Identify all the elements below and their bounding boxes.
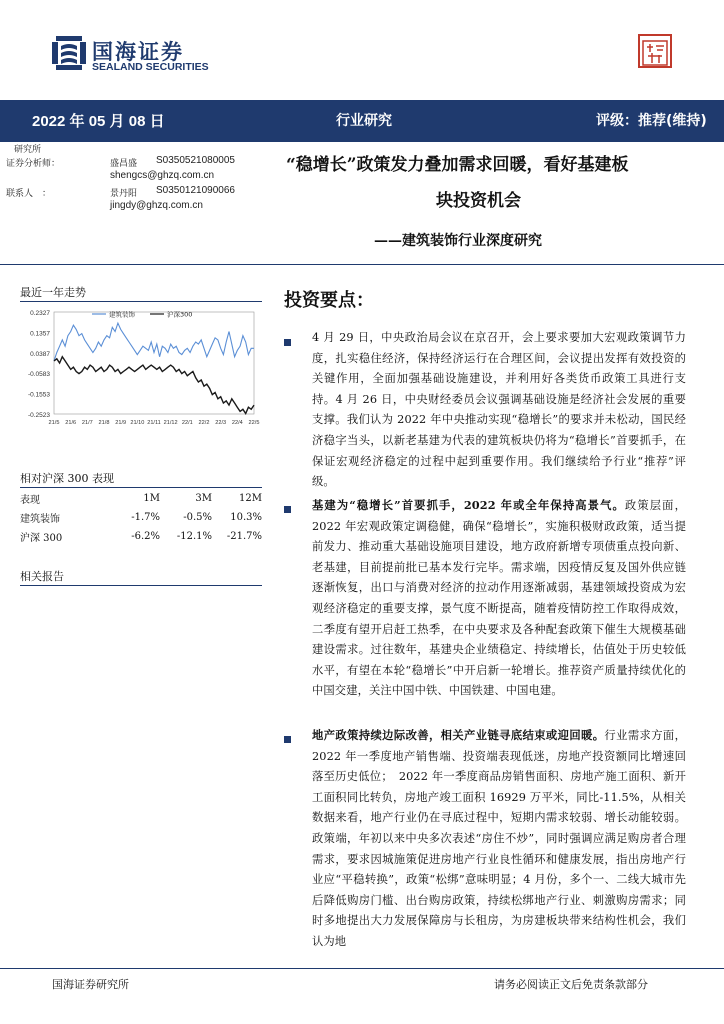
- contact-role: 联系人 ：: [6, 189, 52, 199]
- trend-chart: [18, 306, 264, 432]
- paragraph-2: [312, 495, 686, 702]
- company-logo-icon: [52, 34, 86, 72]
- table-header: 12M: [239, 493, 262, 504]
- table-cell: -6.2%: [131, 531, 160, 542]
- analyst-id: S0350521080005: [156, 155, 235, 166]
- contact-id: S0350121090066: [156, 185, 235, 196]
- bullet-icon: [284, 736, 291, 743]
- perf-table: [20, 489, 262, 546]
- y-tick-label: 0.1357: [30, 330, 50, 338]
- footer-left: 国海证券研究所: [52, 978, 129, 991]
- analyst-name: 盛昌盛: [110, 159, 138, 169]
- paragraph-3: [312, 725, 686, 953]
- report-date: 2022 年 05 月 08 日: [32, 113, 165, 130]
- table-header: 1M: [143, 493, 160, 504]
- dept-label: 研究所: [14, 145, 42, 155]
- company-name-cn: 国海证券: [92, 40, 184, 64]
- perf-divider: [20, 487, 262, 488]
- x-tick-label: 21/6: [65, 420, 77, 426]
- y-tick-label: 0.2327: [30, 310, 50, 317]
- paragraph-text: 政策层面，2022 年宏观政策定调稳健，确保“稳增长”，实施积极财政政策，适当提前发力、推动重大基础设施项目建设，地方政府新增专项债重点投向新、老基建，目前提前批已基本发行完毕。需求端，因疫情反复及国外供应链逐渐恢复，出口与消费对经济的拉动作用逐渐减弱，基建领域投资成为宏观经济稳定的重要支撑，景气度不断提高，随着疫情防控工作取得成效，二季度有望开启赶工热季，在中央要求及各种配套政策下催生大规模基础建设需求。过往数年，基建央企业绩稳定、持续增长，估值处于历史较低水平，有望在本轮“稳增长”中开启新一轮增长。推荐资产质量持续优化的中国交建，关注中国中铁、中国铁建、中国电建。: [312, 499, 686, 698]
- title-divider: [0, 264, 724, 265]
- x-tick-label: 22/4: [231, 420, 243, 426]
- x-tick-label: 21/10: [130, 420, 145, 426]
- paragraph-lead: 地产政策持续边际改善，相关产业链寻底结束或迎回暖。: [312, 728, 605, 742]
- section-heading: 投资要点：: [284, 290, 374, 311]
- y-tick-label: -0.2523: [27, 412, 50, 419]
- report-type: 行业研究: [336, 113, 392, 129]
- x-tick-label: 21/9: [115, 420, 127, 426]
- table-cell: -0.5%: [183, 512, 212, 523]
- x-tick-label: 21/8: [98, 420, 110, 426]
- x-tick-label: 22/1: [181, 420, 193, 426]
- trend-divider: [20, 301, 262, 302]
- table-cell: 沪深 300: [20, 533, 63, 544]
- x-tick-label: 22/2: [198, 420, 210, 426]
- report-subtitle: ——建筑装饰行业深度研究: [374, 233, 542, 249]
- x-tick-label: 21/12: [163, 420, 178, 426]
- report-title-line1: “稳增长”政策发力叠加需求回暖，看好基建板: [286, 155, 629, 175]
- research-seal-icon: [638, 34, 672, 68]
- report-title-line2: 块投资机会: [436, 191, 521, 211]
- contact-email[interactable]: jingdy@ghzq.com.cn: [110, 200, 203, 211]
- y-tick-label: -0.0583: [27, 371, 50, 379]
- legend-label: 沪深300: [167, 310, 193, 319]
- paragraph-text: 4 月 29 日，中央政治局会议在京召开，会上要求要加大宏观政策调节力度，扎实稳住经济，保持经济运行在合理区间，会议提出发挥有效投资的关键作用，全面加强基础设施建设，并利用好各类货币政策工具进行支持。4 月 26 日，中央财经委员会议强调基础设施是经济社会发展的重要支撑。我们认为 2022 年中央推动实现“稳增长”的要求并未松动，国民经济稳字当头，以新老基建为代表的建筑板块仍将为“稳增长”首要抓手，在保证宏观经济稳定的过程中起到重要作用。我们继续给予行业“推荐”评级。: [312, 331, 686, 489]
- table-cell: -12.1%: [176, 531, 212, 542]
- analyst-email[interactable]: shengcs@ghzq.com.cn: [110, 170, 215, 181]
- paragraph-text: 行业需求方面，2022 年一季度地产销售端、投资端表现低迷，房地产投资额同比增速回落至历史低位； 2022 年一季度商品房销售面积、房地产施工面积、新开工面积同比转负，房地产竣工面积 16929 万平米，同比-11.5%，从相关数据来看，地产行业仍在寻底过程中，短期内需求较弱、增长动能较弱。政策端，年初以来中央多次表述“房住不炒”，同时强调应满足购房者合理需求，要求因城施策促进房地产行业良性循环和健康发展，指出房地产行业应“平稳转换”，政策“松绑”意味明显；4 月份，多个一、二线大城市先后降低购房门槛、出台购房政策，持续松绑地产行业、刺激购房需求；同时多地提出大力发展保障房与长租房，为房建板块带来结构性机会，我们认为地: [312, 729, 686, 948]
- related-heading: 相关报告: [20, 570, 64, 583]
- table-cell: 10.3%: [230, 512, 262, 523]
- y-tick-label: -0.1553: [27, 391, 50, 399]
- table-row: [20, 527, 262, 546]
- table-cell: -1.7%: [131, 512, 160, 523]
- x-tick-label: 21/11: [147, 420, 161, 426]
- paragraph-lead: 基建为“稳增长”首要抓手，2022 年或全年保持高景气。: [312, 498, 625, 512]
- header-divider: [0, 140, 724, 142]
- contact-name: 景丹阳: [110, 189, 138, 199]
- table-header: 3M: [195, 493, 212, 504]
- perf-heading: 相对沪深 300 表现: [20, 472, 114, 485]
- plot-frame: [54, 312, 254, 414]
- x-tick-label: 21/7: [81, 420, 93, 426]
- table-cell: 建筑装饰: [20, 514, 60, 525]
- footer-right: 请务必阅读正文后免责条款部分: [494, 978, 648, 991]
- analyst-role: 证券分析师：: [6, 159, 61, 169]
- series-line-construction: [54, 323, 254, 361]
- x-tick-label: 21/5: [48, 420, 60, 426]
- legend-label: 建筑装饰: [109, 310, 135, 319]
- related-divider: [20, 585, 262, 586]
- company-name-en: SEALAND SECURITIES: [92, 61, 209, 73]
- bullet-icon: [284, 339, 291, 346]
- report-rating: 评级：推荐(维持): [596, 113, 707, 129]
- footer-divider: [0, 968, 724, 969]
- trend-heading: 最近一年走势: [20, 286, 86, 299]
- bullet-icon: [284, 506, 291, 513]
- table-cell: -21.7%: [226, 531, 262, 542]
- table-row: [20, 489, 262, 508]
- series-line-csi300: [54, 357, 254, 414]
- table-row: [20, 508, 262, 527]
- y-tick-label: 0.0387: [30, 350, 50, 358]
- x-tick-label: 22/3: [215, 420, 227, 426]
- x-tick-label: 22/5: [248, 420, 260, 426]
- paragraph-1: [312, 328, 686, 493]
- table-header: 表现: [20, 495, 40, 506]
